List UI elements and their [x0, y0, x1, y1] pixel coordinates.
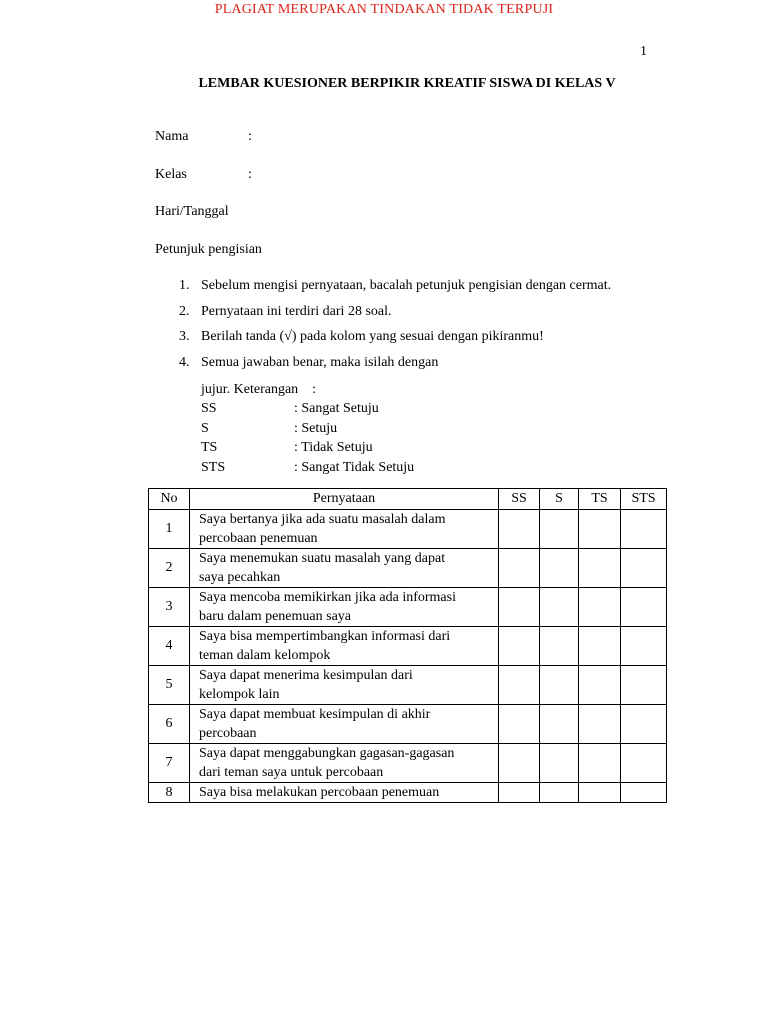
answer-ts-cell[interactable] — [579, 744, 621, 783]
column-header-ss: SS — [499, 489, 540, 510]
answer-ts-cell[interactable] — [579, 666, 621, 705]
statement-cell — [190, 510, 499, 549]
instruction-item — [155, 355, 611, 381]
answer-sts-cell[interactable] — [621, 549, 667, 588]
instruction-number: 3. — [179, 329, 190, 344]
column-header-no: No — [149, 489, 190, 510]
row-number: 5 — [149, 666, 190, 705]
table-header-row — [149, 489, 667, 510]
table-row — [149, 549, 667, 588]
statement-line: kelompok lain — [199, 687, 280, 702]
keterangan-label: jujur. Keterangan : — [201, 382, 317, 397]
questionnaire-table — [148, 488, 667, 803]
plagiarism-watermark: PLAGIAT MERUPAKAN TINDAKAN TIDAK TERPUJI — [214, 2, 554, 17]
legend-desc: : Setuju — [294, 420, 338, 436]
answer-sts-cell[interactable] — [621, 510, 667, 549]
statement-cell — [190, 744, 499, 783]
instructions-list — [155, 278, 611, 380]
statement-line: Saya mencoba memikirkan jika ada informasi — [199, 590, 456, 605]
column-header-sts: STS — [621, 489, 667, 510]
answer-s-cell[interactable] — [540, 783, 579, 803]
instruction-number: 4. — [179, 354, 190, 370]
row-number: 3 — [149, 588, 190, 627]
instruction-item — [155, 278, 611, 304]
answer-s-cell[interactable] — [540, 549, 579, 588]
statement-line: Saya bertanya jika ada suatu masalah dalam — [199, 512, 446, 527]
statement-line: percobaan penemuan — [199, 531, 318, 546]
table-row — [149, 744, 667, 783]
answer-s-cell[interactable] — [540, 510, 579, 549]
legend-row — [201, 419, 338, 438]
kelas-colon: : — [248, 167, 252, 182]
answer-sts-cell[interactable] — [621, 588, 667, 627]
table-row — [149, 627, 667, 666]
answer-ts-cell[interactable] — [579, 549, 621, 588]
instruction-number: 1. — [179, 278, 190, 293]
statement-line: Saya bisa melakukan percobaan penemuan — [199, 785, 440, 800]
statement-line: saya pecahkan — [199, 570, 281, 585]
legend-code: STS — [201, 459, 226, 475]
legend-code: S — [201, 420, 209, 436]
column-header-ts: TS — [579, 489, 621, 510]
hari-tanggal-label: Hari/Tanggal — [155, 204, 229, 219]
statement-line: Saya dapat menerima kesimpulan dari — [199, 668, 413, 683]
statement-cell — [190, 549, 499, 588]
row-number: 4 — [149, 627, 190, 666]
row-number: 6 — [149, 705, 190, 744]
statement-line: Saya dapat menggabungkan gagasan-gagasan — [199, 746, 455, 761]
statement-line: Saya dapat membuat kesimpulan di akhir — [199, 707, 431, 722]
answer-ss-cell[interactable] — [499, 549, 540, 588]
nama-label: Nama — [155, 129, 189, 144]
statement-cell — [190, 783, 499, 803]
legend-code: TS — [201, 440, 218, 456]
kelas-label: Kelas — [155, 167, 187, 182]
legend-desc: : Tidak Setuju — [294, 440, 373, 456]
table-row — [149, 666, 667, 705]
table-row — [149, 588, 667, 627]
answer-ss-cell[interactable] — [499, 744, 540, 783]
statement-cell — [190, 588, 499, 627]
instruction-item — [155, 329, 611, 355]
answer-ts-cell[interactable] — [579, 705, 621, 744]
legend-row — [201, 438, 373, 457]
instruction-text: Sebelum mengisi pernyataan, bacalah petunjuk pengisian dengan cermat. — [201, 278, 612, 293]
statement-line: Saya bisa mempertimbangkan informasi dari — [199, 629, 451, 644]
instruction-item — [155, 304, 611, 330]
legend-code: SS — [201, 401, 217, 417]
table-row — [149, 783, 667, 803]
instruction-text: Pernyataan ini terdiri dari 28 soal. — [201, 303, 392, 319]
answer-s-cell[interactable] — [540, 705, 579, 744]
legend-desc: : Sangat Setuju — [294, 401, 379, 417]
instruction-text: Semua jawaban benar, maka isilah dengan — [201, 354, 439, 370]
hari-tanggal-field — [155, 204, 229, 220]
row-number: 2 — [149, 549, 190, 588]
row-number: 7 — [149, 744, 190, 783]
answer-ts-cell[interactable] — [579, 510, 621, 549]
instruction-number: 2. — [179, 303, 190, 319]
legend-desc: : Sangat Tidak Setuju — [294, 459, 415, 475]
answer-ss-cell[interactable] — [499, 783, 540, 803]
instruction-text: Berilah tanda (√) pada kolom yang sesuai dengan pikiranmu! — [201, 329, 544, 344]
legend-block — [201, 380, 415, 477]
statement-cell — [190, 666, 499, 705]
instructions-title: Petunjuk pengisian — [155, 242, 262, 257]
answer-ts-cell[interactable] — [579, 588, 621, 627]
answer-s-cell[interactable] — [540, 666, 579, 705]
row-number: 1 — [149, 510, 190, 549]
answer-sts-cell[interactable] — [621, 744, 667, 783]
page-title: LEMBAR KUESIONER BERPIKIR KREATIF SISWA DI KELAS V — [198, 76, 616, 91]
answer-s-cell[interactable] — [540, 744, 579, 783]
nama-colon: : — [248, 129, 252, 144]
legend-row — [201, 399, 379, 418]
statement-line: percobaan — [199, 726, 257, 741]
row-number: 8 — [149, 783, 190, 803]
answer-sts-cell[interactable] — [621, 705, 667, 744]
statement-cell — [190, 627, 499, 666]
answer-s-cell[interactable] — [540, 627, 579, 666]
table-row — [149, 510, 667, 549]
statement-line: baru dalam penemuan saya — [199, 609, 351, 624]
answer-ss-cell[interactable] — [499, 666, 540, 705]
column-header-s: S — [540, 489, 579, 510]
column-header-pernyataan: Pernyataan — [190, 489, 499, 510]
legend-row — [201, 458, 415, 477]
answer-ss-cell[interactable] — [499, 627, 540, 666]
answer-sts-cell[interactable] — [621, 783, 667, 803]
table-row — [149, 705, 667, 744]
answer-s-cell[interactable] — [540, 588, 579, 627]
answer-ts-cell[interactable] — [579, 627, 621, 666]
answer-sts-cell[interactable] — [621, 666, 667, 705]
answer-ts-cell[interactable] — [579, 783, 621, 803]
nama-field — [155, 129, 252, 145]
answer-ss-cell[interactable] — [499, 705, 540, 744]
answer-ss-cell[interactable] — [499, 510, 540, 549]
statement-line: teman dalam kelompok — [199, 648, 331, 663]
statement-line: dari teman saya untuk percobaan — [199, 765, 384, 780]
answer-sts-cell[interactable] — [621, 627, 667, 666]
kelas-field — [155, 167, 252, 183]
page-number: 1 — [640, 44, 647, 59]
statement-cell — [190, 705, 499, 744]
statement-line: Saya menemukan suatu masalah yang dapat — [199, 551, 446, 566]
answer-ss-cell[interactable] — [499, 588, 540, 627]
